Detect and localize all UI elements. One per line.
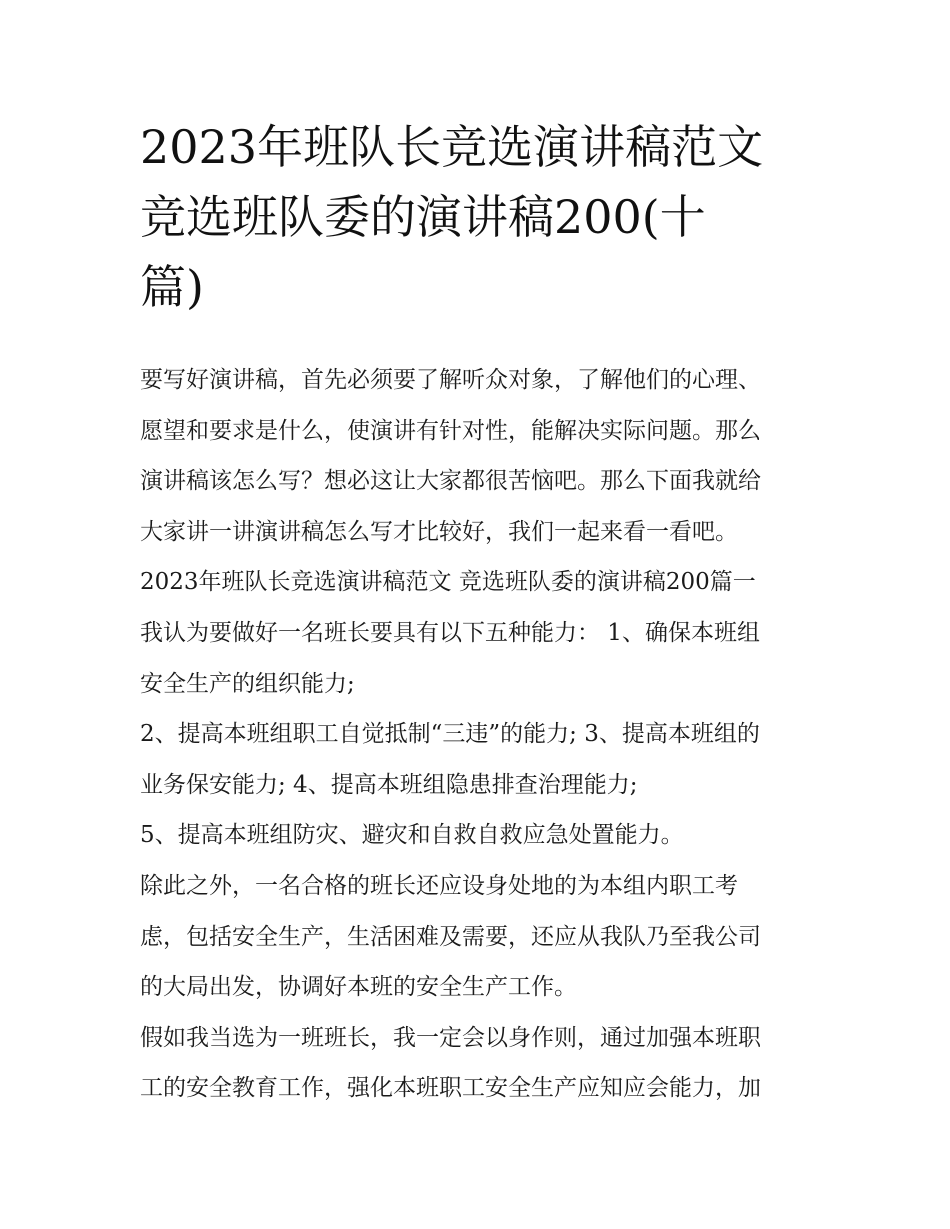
body-line: 演讲稿该怎么写？想必这让大家都很苦恼吧。那么下面我就给 bbox=[140, 468, 761, 495]
body-line: 假如我当选为一班班长，我一定会以身作则，通过加强本班职 bbox=[140, 1024, 761, 1051]
body-line: 业务保安能力; 4、提高本班组隐患排查治理能力; bbox=[140, 771, 638, 798]
body-line: 大家讲一讲演讲稿怎么写才比较好，我们一起来看一看吧。 bbox=[140, 518, 738, 545]
title-line-2: 竞选班队委的演讲稿200(十 bbox=[140, 190, 706, 244]
title-line-3: 篇) bbox=[140, 260, 204, 314]
body-line: 要写好演讲稿，首先必须要了解听众对象，了解他们的心理、 bbox=[140, 367, 761, 393]
body-line: 5、提高本班组防灾、避灾和自救自救应急处置能力。 bbox=[140, 822, 684, 849]
body-line: 除此之外，一名合格的班长还应设身处地的为本组内职工考 bbox=[140, 872, 738, 899]
body-line: 2、提高本班组职工自觉抵制“三违”的能力; 3、提高本班组的 bbox=[140, 721, 760, 748]
body-line: 2023年班队长竞选演讲稿范文 竞选班队委的演讲稿200篇一 bbox=[140, 569, 756, 596]
body-line: 我认为要做好一名班长要具有以下五种能力： 1、确保本班组 bbox=[140, 619, 760, 646]
body-line: 虑，包括安全生产，生活困难及需要，还应从我队乃至我公司 bbox=[140, 923, 761, 950]
body-line: 愿望和要求是什么，使演讲有针对性，能解决实际问题。那么 bbox=[140, 417, 761, 444]
body-line: 安全生产的组织能力; bbox=[140, 670, 355, 697]
title-line-1: 2023年班队长竞选演讲稿范文 bbox=[140, 120, 764, 174]
document-body bbox=[140, 355, 820, 1114]
body-line: 的大局出发，协调好本班的安全生产工作。 bbox=[140, 974, 577, 1001]
document-title bbox=[140, 112, 830, 322]
body-line: 工的安全教育工作，强化本班职工安全生产应知应会能力，加 bbox=[140, 1075, 761, 1102]
